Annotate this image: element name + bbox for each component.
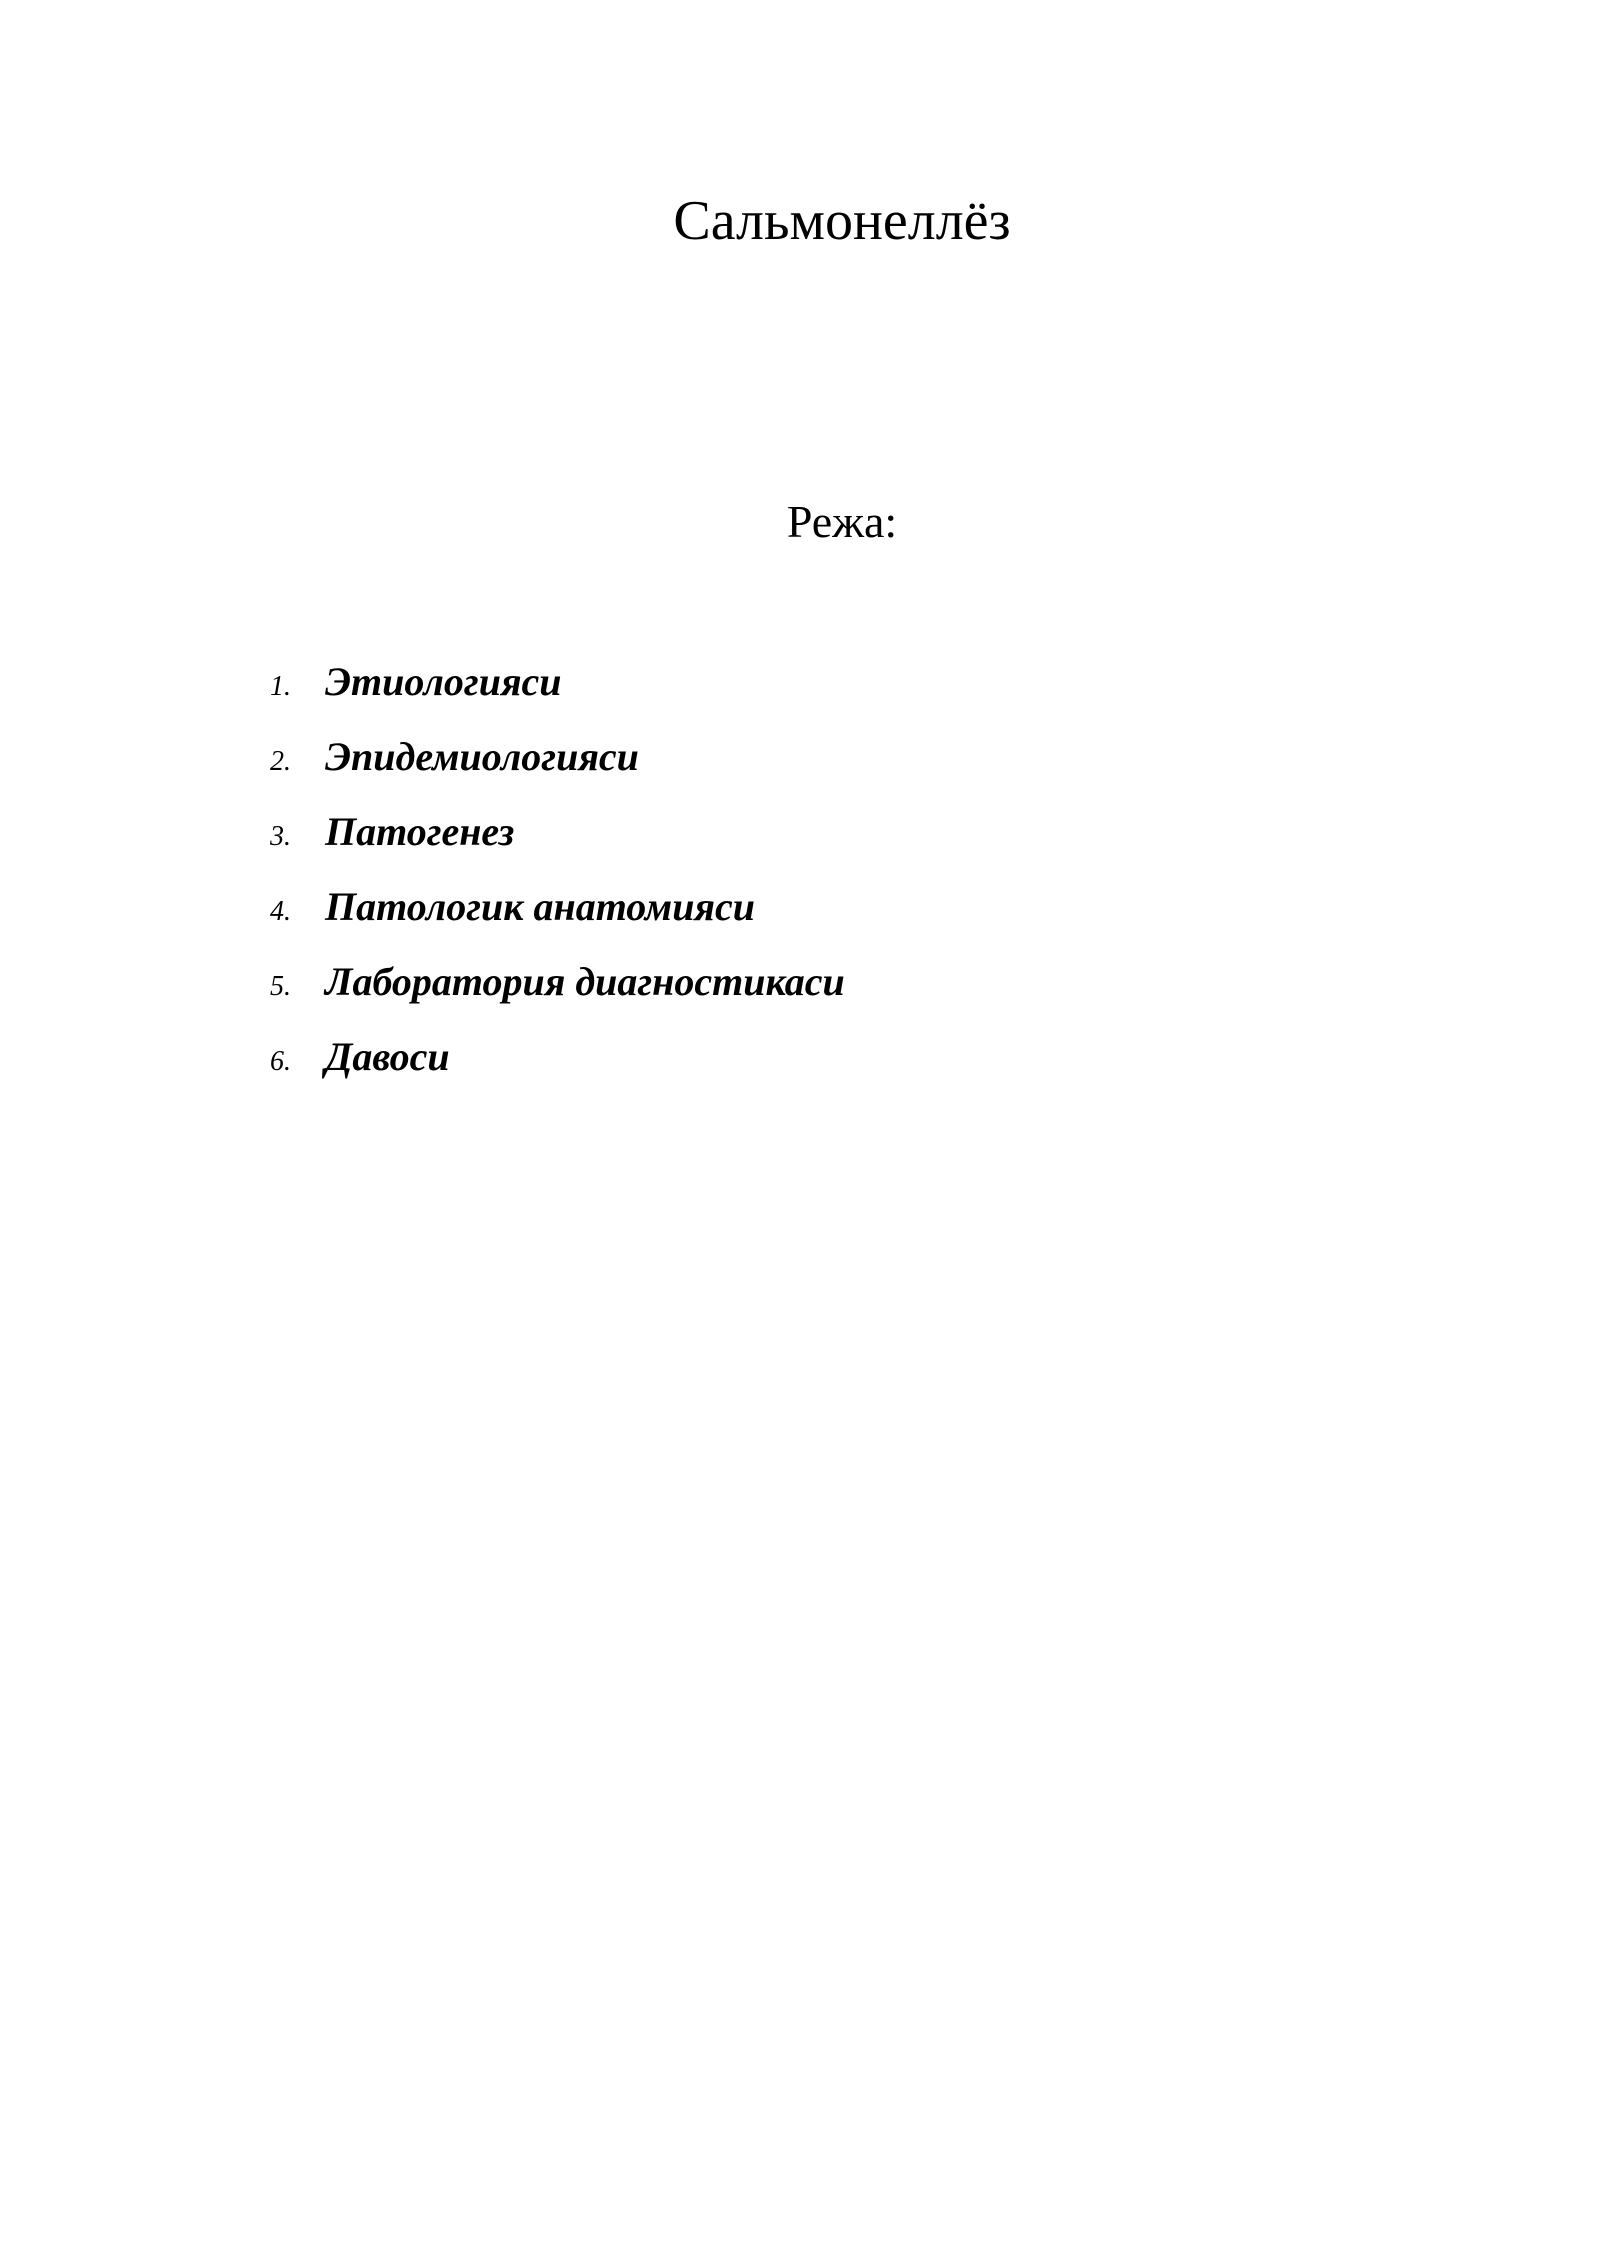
plan-item xyxy=(270,658,845,733)
plan-item xyxy=(270,883,845,958)
plan-heading: Режа: xyxy=(786,496,898,547)
plan-item-number: 1. xyxy=(270,671,291,702)
plan-item-label: Давоси xyxy=(325,1034,450,1079)
plan-item xyxy=(270,1033,845,1108)
plan-item-number: 2. xyxy=(270,746,291,777)
plan-item-number: 5. xyxy=(270,971,291,1002)
plan-item-label: Эпидемиологияси xyxy=(325,734,639,779)
plan-item-label: Этиологияси xyxy=(325,659,562,704)
plan-item-number: 4. xyxy=(270,896,291,927)
plan-item-label: Лаборатория диагностикаси xyxy=(325,959,845,1004)
plan-item-label: Патогенез xyxy=(325,809,515,854)
plan-item xyxy=(270,958,845,1033)
page-title: Сальмонеллёз xyxy=(673,189,1011,252)
plan-item-number: 3. xyxy=(270,821,291,852)
plan-item-label: Патологик анатомияси xyxy=(325,884,756,929)
plan-item-number: 6. xyxy=(270,1046,291,1077)
plan-item xyxy=(270,808,845,883)
plan-item xyxy=(270,733,845,808)
plan-list xyxy=(270,658,845,1108)
